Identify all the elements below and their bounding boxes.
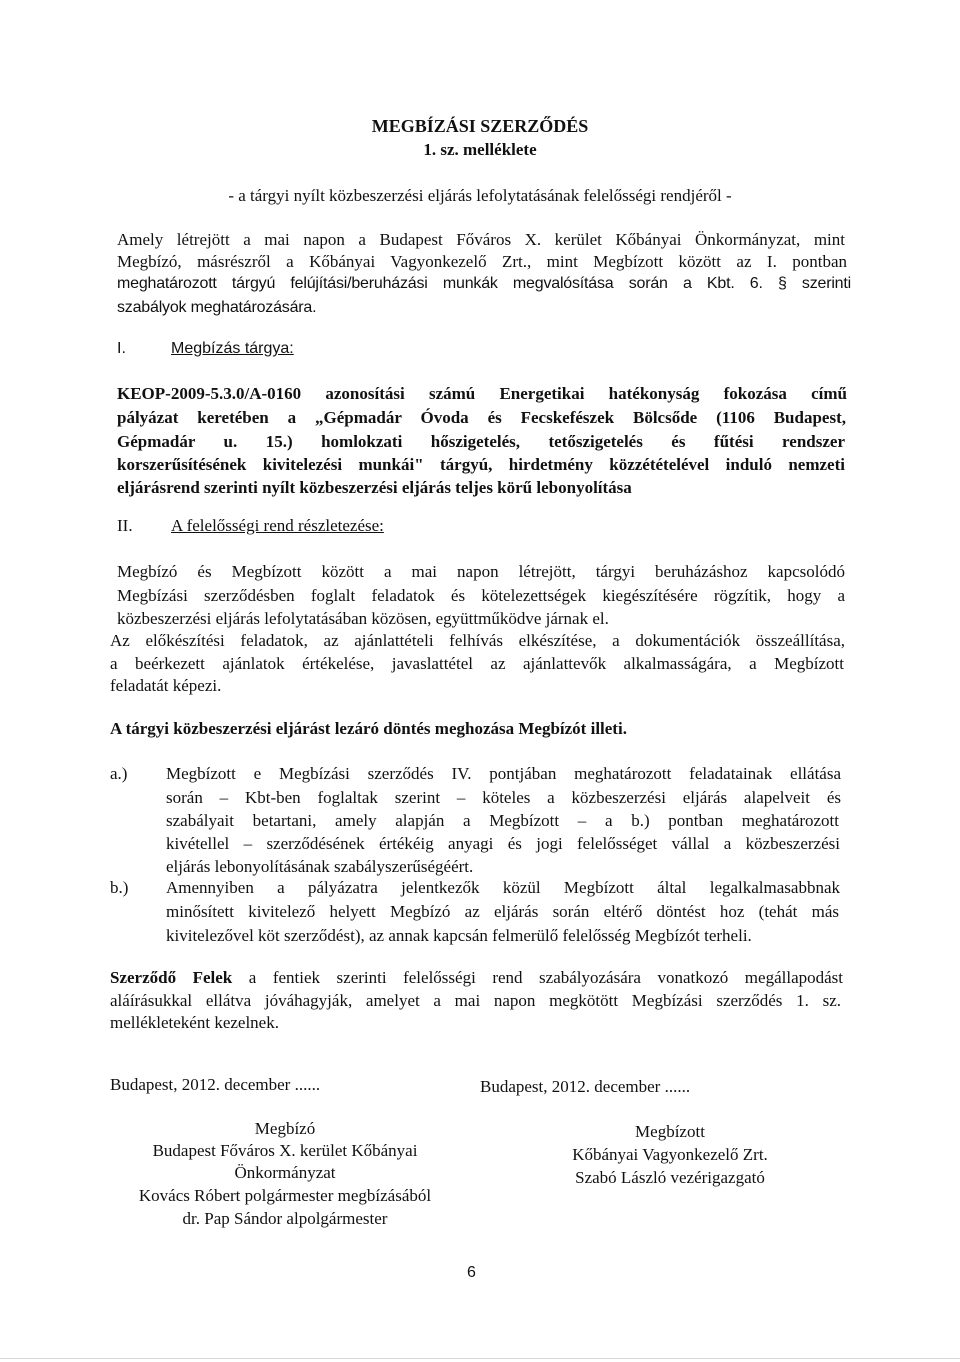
- closing-lead: Szerződő Felek: [110, 968, 233, 987]
- section-2-para2-line: feladatát képezi.: [110, 676, 222, 695]
- section-2-heading: A felelősségi rend részletezése:: [171, 516, 384, 535]
- item-b-line: minősített kivitelező helyett Megbízó az eljárás során eltérő döntést hoz (tehát más: [166, 902, 839, 921]
- intro-line: szabályok meghatározására.: [117, 299, 317, 316]
- item-a-label: a.): [110, 764, 128, 783]
- document-scope: - a tárgyi nyílt közbeszerzési eljárás lefolytatásának felelősségi rendjéről -: [228, 186, 732, 205]
- closing-line: [110, 968, 843, 988]
- signature-left-line: dr. Pap Sándor alpolgármester: [182, 1209, 388, 1228]
- closing-line: aláírásukkal ellátva jóváhagyják, amelyet a mai napon megkötött Megbízási szerződés 1. sz.: [110, 991, 841, 1010]
- section-1-line: KEOP-2009-5.3.0/A-0160 azonosítási számú Energetikai hatékonyság fokozása című: [117, 384, 847, 403]
- item-a-line: kivétellel – szerződésének értékéig anyagi és jogi felelősséget vállal a közbeszerzési: [166, 834, 840, 853]
- section-2-para1-line: Megbízó és Megbízott között a mai napon létrejött, tárgyi beruházáshoz kapcsolódó: [117, 562, 845, 581]
- item-b-line: Amennyiben a pályázatra jelentkezők közül Megbízott által legalkalmasabbnak: [166, 878, 840, 897]
- item-b-label: b.): [110, 878, 129, 897]
- signature-left-role: Megbízó: [254, 1119, 316, 1138]
- signature-left-line: Kovács Róbert polgármester megbízásából: [138, 1186, 432, 1205]
- page-bottom-rule: [0, 1358, 960, 1359]
- closing-line: mellékleteként kezelnek.: [110, 1013, 279, 1032]
- page-number: 6: [467, 1264, 476, 1281]
- section-1-heading: Megbízás tárgya:: [171, 340, 294, 357]
- document-subtitle: 1. sz. melléklete: [423, 140, 537, 159]
- intro-line: Megbízó, másrészről a Kőbányai Vagyonkezelő Zrt., mint Megbízott között az I. pontban: [117, 252, 847, 271]
- signature-right-line: Kőbányai Vagyonkezelő Zrt.: [572, 1145, 768, 1164]
- document-title: MEGBÍZÁSI SZERZŐDÉS: [371, 116, 589, 136]
- decision-statement: A tárgyi közbeszerzési eljárást lezáró döntés meghozása Megbízót illeti.: [110, 719, 627, 738]
- signature-right-role: Megbízott: [635, 1122, 705, 1141]
- signature-right-line: Szabó László vezérigazgató: [575, 1168, 765, 1187]
- section-1-line: pályázat keretében a „Gépmadár Óvoda és Fecskefészek Bölcsőde (1106 Budapest,: [117, 408, 846, 427]
- item-b-line: kivitelezővel köt szerződést), az annak kapcsán felmerülő felelősség Megbízót terheli.: [166, 926, 752, 945]
- signature-left-date: Budapest, 2012. december ......: [110, 1075, 321, 1094]
- intro-line: Amely létrejött a mai napon a Budapest Főváros X. kerület Kőbányai Önkormányzat, mint: [117, 230, 845, 249]
- section-2-para2-line: a beérkezett ajánlatok értékelése, javaslattétel az ajánlattevők alkalmasságára, a Megbízott: [110, 654, 844, 673]
- section-2-para1-line: Megbízási szerződésben foglalt feladatok és kötelezettségek kiegészítésére rögzítik, hogy a: [117, 586, 845, 605]
- signature-right-date: Budapest, 2012. december ......: [480, 1077, 691, 1096]
- section-1-line: korszerűsítésének kivitelezési munkái" tárgyú, hirdetmény közzétételével induló nemzeti: [117, 455, 845, 474]
- section-1-number: I.: [117, 340, 126, 357]
- intro-line: meghatározott tárgyú felújítási/beruházási munkák megvalósítása során a Kbt. 6. § szerinti: [117, 275, 851, 292]
- signature-left-line: Budapest Főváros X. kerület Kőbányai: [152, 1141, 418, 1160]
- section-1-line: eljárásrend szerinti nyílt közbeszerzési eljárás teljes körű lebonyolítása: [117, 478, 632, 497]
- signature-left-line: Önkormányzat: [234, 1163, 336, 1182]
- section-2-para2-line: Az előkészítési feladatok, az ajánlattételi felhívás elkészítése, a dokumentációk összeállítása,: [110, 631, 845, 650]
- item-a-line: Megbízott e Megbízási szerződés IV. pontjában meghatározott feladatainak ellátása: [166, 764, 841, 783]
- item-a-line: során – Kbt-ben foglaltak szerint – köteles a közbeszerzési eljárás alapelveit és: [166, 788, 841, 807]
- closing-text: a fentiek szerinti felelősségi rend szabályozására vonatkozó megállapodást: [248, 968, 844, 987]
- section-1-line: Gépmadár u. 15.) homlokzati hőszigetelés, tetőszigetelés és fűtési rendszer: [117, 432, 845, 451]
- item-a-line: eljárás lebonyolításának szabályszerűségéért.: [166, 857, 474, 876]
- section-2-para1-line: közbeszerzési eljárás lefolytatásában közösen, együttműködve járnak el.: [117, 609, 609, 628]
- section-2-number: II.: [117, 516, 133, 535]
- item-a-line: szabályait betartani, amely alapján a Megbízott – a b.) pontban meghatározott: [166, 811, 839, 830]
